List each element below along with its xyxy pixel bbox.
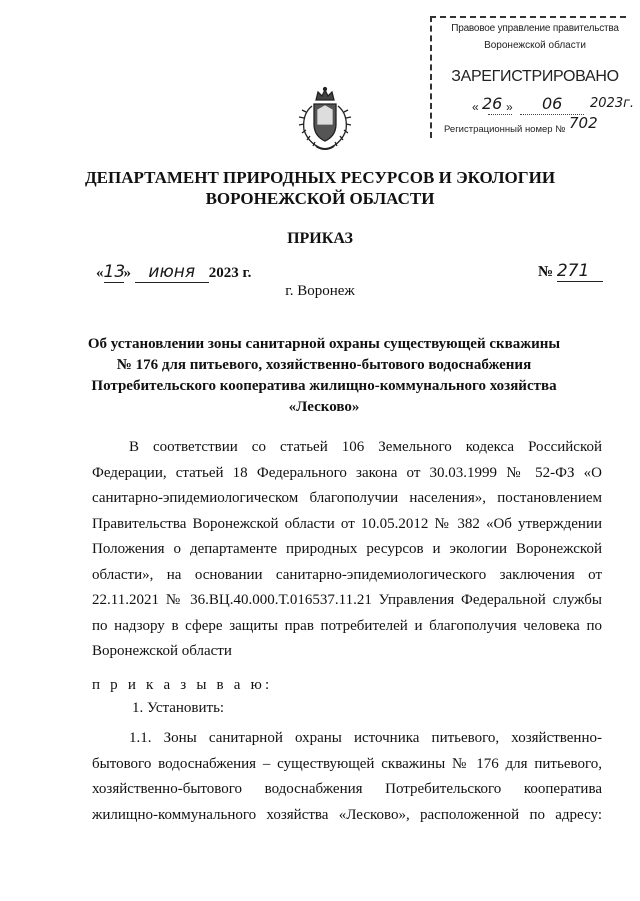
- order-number-label: №: [538, 264, 554, 280]
- paragraph-line: В соответствии со статьей 106 Земельного кодекса Российской: [129, 439, 602, 455]
- paragraph-line: хозяйственно-бытового водоснабжения Потребительского кооператива: [92, 781, 602, 797]
- department-title-line-2: ВОРОНЕЖСКОЙ ОБЛАСТИ: [205, 189, 435, 208]
- paragraph-line: Воронежской области: [92, 643, 232, 659]
- order-number-value: 271: [557, 261, 603, 282]
- preamble-paragraph: [92, 435, 602, 665]
- registration-stamp: [430, 16, 635, 138]
- department-title-line-1: ДЕПАРТАМЕНТ ПРИРОДНЫХ РЕСУРСОВ И ЭКОЛОГИИ: [84, 168, 556, 187]
- item-1: 1. Установить:: [132, 700, 225, 716]
- stamp-registered: ЗАРЕГИСТРИРОВАНО: [451, 68, 619, 85]
- city: г. Воронеж: [285, 283, 355, 299]
- paragraph-line: Положения о департаменте природных ресурсов и экологии Воронежской: [92, 541, 602, 557]
- stamp-date: [444, 94, 635, 116]
- paragraph-line: 22.11.2021 № 36.ВЦ.40.000.Т.016537.11.21 Управления Федеральной службы: [92, 592, 602, 608]
- order-date-day: 13: [103, 262, 126, 282]
- document-type: ПРИКАЗ: [287, 230, 353, 247]
- stamp-date-day: 26: [482, 94, 503, 113]
- paragraph-line: по надзору в сфере защиты прав потребителей и благополучия человека по: [92, 617, 602, 634]
- paragraph-line: Правительства Воронежской области от 10.05.2012 № 382 «Об утверждении: [92, 515, 602, 532]
- heading-line: № 176 для питьевого, хозяйственно-бытового водоснабжения: [116, 357, 532, 373]
- stamp-date-year: 2023г.: [590, 96, 635, 111]
- order-date-close: »: [123, 265, 131, 281]
- heading-line: Об установлении зоны санитарной охраны существующей скважины: [87, 336, 561, 352]
- heading-line: Потребительского кооператива жилищно-коммунального хозяйства: [91, 378, 557, 394]
- stamp-line-1: Правовое управление правительства: [451, 23, 619, 34]
- paragraph-line: жилищно-коммунального хозяйства «Лесково», расположенной по адресу:: [92, 806, 602, 823]
- stamp-date-month: 06: [542, 94, 563, 113]
- paragraph-line: санитарно-эпидемиологическом благополучии населения», постановлением: [92, 490, 602, 506]
- stamp-reg-number-value: 702: [569, 114, 598, 132]
- paragraph-line: бытового водоснабжения – существующей скважины № 176 для питьевого,: [92, 755, 602, 772]
- order-heading: [60, 334, 588, 418]
- stamp-reg-number-label: Регистрационный номер №: [444, 124, 566, 135]
- coat-of-arms-emblem: [296, 86, 354, 156]
- stamp-date-open: «: [472, 100, 479, 114]
- stamp-date-close: »: [506, 100, 513, 114]
- paragraph-line: Федерации, статьей 18 Федерального закона от 30.03.1999 № 52-ФЗ «О: [92, 464, 602, 481]
- order-verb: п р и к а з ы в а ю:: [92, 677, 273, 693]
- order-date: [96, 262, 251, 283]
- order-date-open: «: [96, 265, 104, 281]
- stamp-reg-number: [444, 114, 626, 135]
- paragraph-line: 1.1. Зоны санитарной охраны источника питьевого, хозяйственно-: [129, 730, 602, 746]
- order-date-month: июня: [135, 262, 209, 283]
- paragraph-line: области», на основании санитарно-эпидемиологического заключения от: [92, 566, 602, 583]
- item-1-1-paragraph: [92, 726, 602, 828]
- stamp-line-2: Воронежской области: [484, 40, 586, 51]
- heading-line: «Лесково»: [288, 399, 360, 415]
- order-number: [538, 261, 603, 282]
- order-date-year: 2023 г.: [208, 265, 252, 281]
